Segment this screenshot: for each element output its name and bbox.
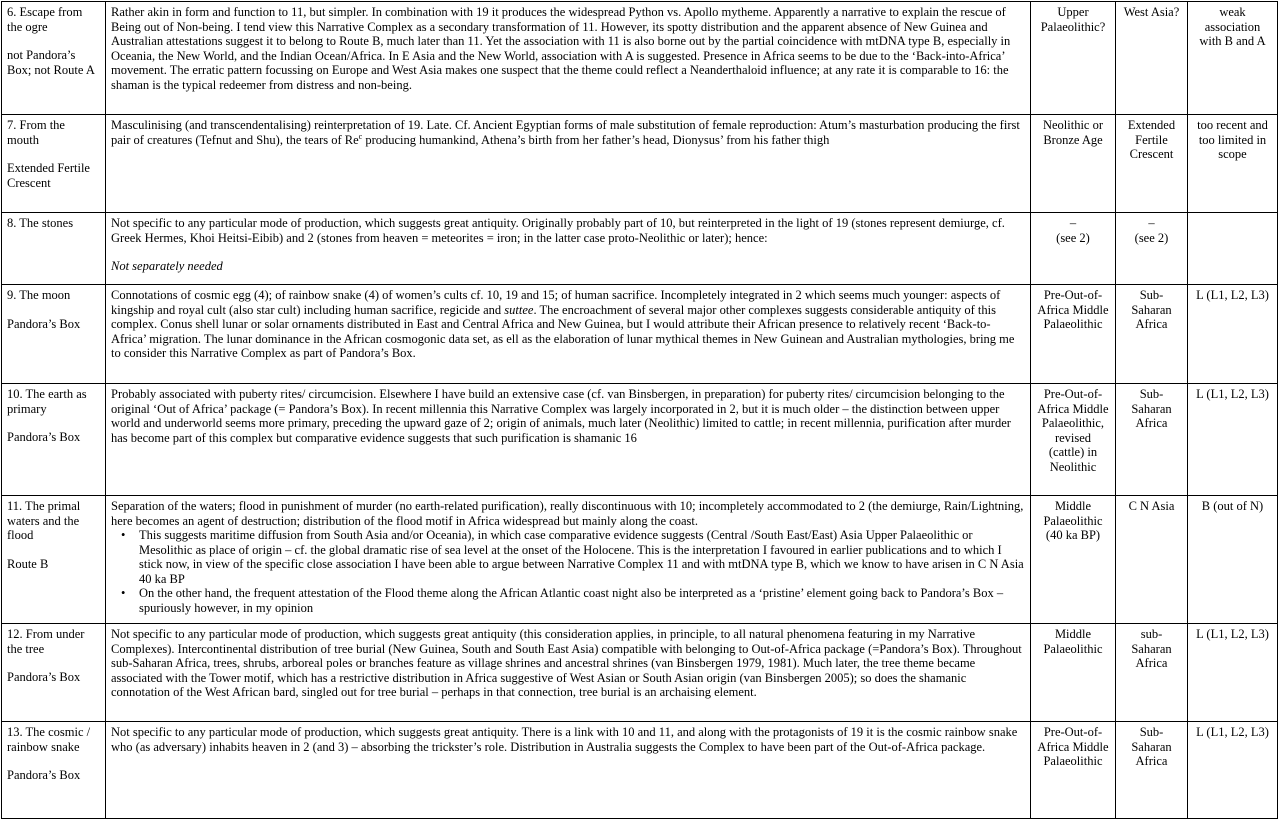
complex-cell	[2, 722, 106, 819]
bullet-icon: •	[121, 528, 126, 542]
period-text: Pre-Out-of-Africa Middle Palaeolithic, revised (cattle) in Neolithic	[1037, 387, 1109, 474]
description-text: Masculinising (and transcendentalising) reinterpretation of 19. Late. Cf. Ancient Egyptian forms of male substitution of female reproduction: Atum’s masturbation producing the first pair of creatures (Tefnut and Shu), the tears of Re	[111, 118, 1020, 147]
narrative-complex-table	[1, 1, 1278, 819]
period-cell	[1031, 496, 1116, 624]
association-cell	[1188, 496, 1278, 624]
complex-cell	[2, 384, 106, 496]
region-text: Sub-Saharan Africa	[1131, 387, 1172, 430]
complex-title: 12. From under the tree	[7, 627, 85, 656]
table-row	[2, 115, 1278, 213]
period-cell	[1031, 213, 1116, 285]
association-text: too recent and too limited in scope	[1197, 118, 1268, 161]
period-text: Pre-Out-of-Africa Middle Palaeolithic	[1037, 725, 1109, 768]
description-text: Not specific to any particular mode of production, which suggests great antiquity. There is a link with 10 and 11, and along with the protagonists of 19 it is the cosmic rainbow snake who (as adversary) inhabits heaven in 2 (and 3) – absorbing the trickster’s role. Distribution in Australia suggests the Complex to have been part of the Out-of-Africa package.	[111, 725, 1018, 754]
bullet-text: This suggests maritime diffusion from South Asia and/or Oceania), in which case comparative evidence suggests (Central /South East/East) Asia Upper Palaeolithic or Mesolithic as place of origin – cf. the global dramatic rise of sea level at the onset of the Holocene. This is the interpretation I favoured in earlier publications and to which I stick now, in view of the specific close association I have been able to argue between Narrative Complex 11 and with mtDNA type B, which we know to have arisen in C N Asia 40 ka BP	[139, 528, 1024, 586]
table-row	[2, 285, 1278, 384]
association-cell	[1188, 2, 1278, 115]
association-text: B (out of N)	[1201, 499, 1264, 513]
region-text: West Asia?	[1123, 5, 1180, 19]
period-text: Neolithic or Bronze Age	[1042, 118, 1104, 147]
region-text: Sub-Saharan Africa	[1131, 288, 1172, 331]
region-text: – (see 2)	[1134, 216, 1169, 245]
complex-cell	[2, 2, 106, 115]
description-text: Not specific to any particular mode of production, which suggests great antiquity (this consideration applies, in principle, to all natural phenomena featuring in my Narrative Complexes). Intercontinental distribution of tree burial (New Guinea, South and South East Asia) compatible with belonging to Out-of-Africa package (=Pandora’s Box). Throughout sub-Saharan Africa, trees, shrubs, arboreal poles or branches feature as village shrines and ancestral shrines (van Binsbergen 1979, 1981). Much later, the tree theme became associated with the Tower motif, which has a restrictive distribution in Africa suggestive of West Asian or South Asian origin (van Binsbergen 2005); so does the shamanic connotation of the West African bard, singled out for tree burial – perhaps in that connection, tree burial is an archaising element.	[111, 627, 1022, 699]
region-cell	[1116, 2, 1188, 115]
table-row	[2, 213, 1278, 285]
route-label: Pandora’s Box	[7, 316, 81, 331]
description-text-cont: . The encroachment of several major other complexes suggests considerable antiquity of this complex. Conus shell lunar or solar ornaments distributed in East and Central Africa and New Guinea, but I would attribute their African presence to relatively recent ‘Back-to-Africa’ migration. The lunar dominance in the African cosmogonic data set, as ell as the elaboration of lunar mythical themes in New Guinean and Australian mythologies, bring me to consider this Narrative Complex as part of Pandora’s Box.	[111, 302, 1015, 360]
region-cell	[1116, 213, 1188, 285]
description-cell	[106, 115, 1031, 213]
period-text: – (see 2)	[1056, 216, 1090, 245]
note-text: Not separately needed	[111, 259, 223, 273]
bullet-text: On the other hand, the frequent attestation of the Flood theme along the African Atlantic coast night also be interpreted as a ‘pristine’ element going back to Pandora’s Box – spuriously however, in my opinion	[139, 586, 1004, 615]
period-text: Pre-Out-of-Africa Middle Palaeolithic	[1037, 288, 1109, 331]
route-label: Pandora’s Box	[7, 670, 81, 684]
complex-title: 13. The cosmic / rainbow snake	[7, 725, 91, 754]
description-cell	[106, 722, 1031, 819]
table-row	[2, 2, 1278, 115]
complex-cell	[2, 115, 106, 213]
complex-cell	[2, 496, 106, 624]
description-text: Separation of the waters; flood in punishment of murder (no earth-related purification), really discontinuous with 10; incompletely accommodated to 2 (the demiurge, Rain/Lightning, here becomes an agent of destruction; distribution of the flood motif in Africa widespread but mainly along the coast.	[111, 499, 1024, 528]
bullet-item	[111, 586, 1025, 615]
association-cell	[1188, 624, 1278, 722]
region-text: Extended Fertile Crescent	[1127, 118, 1176, 161]
region-cell	[1116, 384, 1188, 496]
description-text: Not specific to any particular mode of production, which suggests great antiquity. Originally probably part of 10, but reinterpreted in the light of 19 (stones represent demiurge, cf. Greek Hermes, Khoi Heitsi-Eibib) and 2 (stones from heaven = meteorites = iron; in the latter case proto-Neolithic or later); hence:	[111, 216, 1005, 245]
description-text: Rather akin in form and function to 11, but simpler. In combination with 19 it produces the widespread Python vs. Apollo mytheme. Apparently a narrative to explain the rescue of Being out of Non-being. I tend view this Narrative Complex as a secondary transformation of 11. However, its spotty distribution and the apparent absence of New Guinea and Australian attestations suggest it to belong to Route B, much later than 11. Yet the association with 11 is also borne out by the partial coincidence with mtDNA type B, especially in Oceania, the New World, and the Indian Ocean/Africa. In E Asia and the New World, association with A is suggested. Presence in Africa seems to be due to the ‘Back-into-Africa’ movement. The erratic pattern focussing on Europe and West Asia makes one suspect that the theme could reflect a Neanderthaloid influence; at any rate it is comparable to 16: the shaman is the typical redeemer from distress and non-being.	[111, 5, 1011, 92]
complex-title: 9. The moon	[7, 288, 71, 302]
description-cell	[106, 624, 1031, 722]
association-cell	[1188, 115, 1278, 213]
route-label: Pandora’s Box	[7, 768, 81, 782]
period-text: Upper Palaeolithic?	[1040, 5, 1106, 34]
region-cell	[1116, 496, 1188, 624]
table-row	[2, 496, 1278, 624]
association-cell	[1188, 213, 1278, 285]
period-cell	[1031, 115, 1116, 213]
complex-cell	[2, 285, 106, 384]
association-text: L (L1, L2, L3)	[1196, 627, 1269, 641]
association-text: L (L1, L2, L3)	[1196, 288, 1269, 302]
route-label: Pandora’s Box	[7, 430, 81, 444]
description-cell	[106, 285, 1031, 384]
complex-cell	[2, 624, 106, 722]
complex-title: 8. The stones	[7, 216, 74, 230]
period-cell	[1031, 384, 1116, 496]
association-cell	[1188, 285, 1278, 384]
association-text: weak association with B and A	[1199, 5, 1266, 48]
complex-title: 6. Escape from the ogre	[7, 5, 83, 34]
complex-title: 10. The earth as primary	[7, 387, 87, 416]
complex-title: 11. The primal waters and the flood	[7, 499, 81, 542]
bullet-item	[111, 528, 1025, 586]
region-cell	[1116, 285, 1188, 384]
route-label: Route B	[7, 556, 49, 571]
route-label: not Pandora’s Box; not Route A	[7, 48, 95, 77]
period-text: Middle Palaeolithic	[1043, 627, 1103, 656]
bullet-icon: •	[121, 586, 126, 600]
table-row	[2, 384, 1278, 496]
region-text: Sub-Saharan Africa	[1131, 725, 1172, 768]
description-text-cont: producing humankind, Athena’s birth from her father’s head, Dionysus’ from his father thigh	[362, 132, 830, 147]
association-text: L (L1, L2, L3)	[1196, 387, 1269, 401]
description-text: Probably associated with puberty rites/ circumcision. Elsewhere I have build an extensive case (cf. van Binsbergen, in preparation) for puberty rites/ circumcision belonging to the original ‘Out of Africa’ package (= Pandora’s Box). In recent millennia this Narrative Complex was largely incorporated in 2, but it is much older – the distinction between upper world and underworld seems more primary, preceding the upward gaze of 2; origin of animals, much later (Neolithic) limited to cattle; in recent millennia, purification after murder has become part of this complex but comparative evidence suggests that such purification is shamanic 16	[111, 387, 1011, 445]
description-cell	[106, 213, 1031, 285]
table-row	[2, 722, 1278, 819]
complex-cell	[2, 213, 106, 285]
superscript-text: c	[358, 131, 363, 141]
italic-term: suttee	[504, 302, 534, 317]
association-cell	[1188, 384, 1278, 496]
table-row	[2, 624, 1278, 722]
region-text: C N Asia	[1128, 499, 1175, 513]
period-cell	[1031, 624, 1116, 722]
association-text: L (L1, L2, L3)	[1196, 725, 1269, 739]
period-cell	[1031, 722, 1116, 819]
region-cell	[1116, 722, 1188, 819]
period-cell	[1031, 285, 1116, 384]
period-cell	[1031, 2, 1116, 115]
region-cell	[1116, 115, 1188, 213]
description-cell	[106, 496, 1031, 624]
region-text: sub-Saharan Africa	[1131, 627, 1172, 670]
region-cell	[1116, 624, 1188, 722]
complex-title: 7. From the mouth	[7, 118, 65, 147]
description-text: Connotations of cosmic egg (4); of rainbow snake (4) of women’s cults cf. 10, 19 and 15; of human sacrifice. Incompletely integrated in 2 which seems much younger: aspects of kingship and royal cult (also star cult) including human sacrifice, regicide and	[111, 288, 1001, 317]
period-text: Middle Palaeolithic (40 ka BP)	[1043, 499, 1103, 542]
description-cell	[106, 384, 1031, 496]
route-label: Extended Fertile Crescent	[7, 161, 90, 190]
association-cell	[1188, 722, 1278, 819]
description-cell	[106, 2, 1031, 115]
